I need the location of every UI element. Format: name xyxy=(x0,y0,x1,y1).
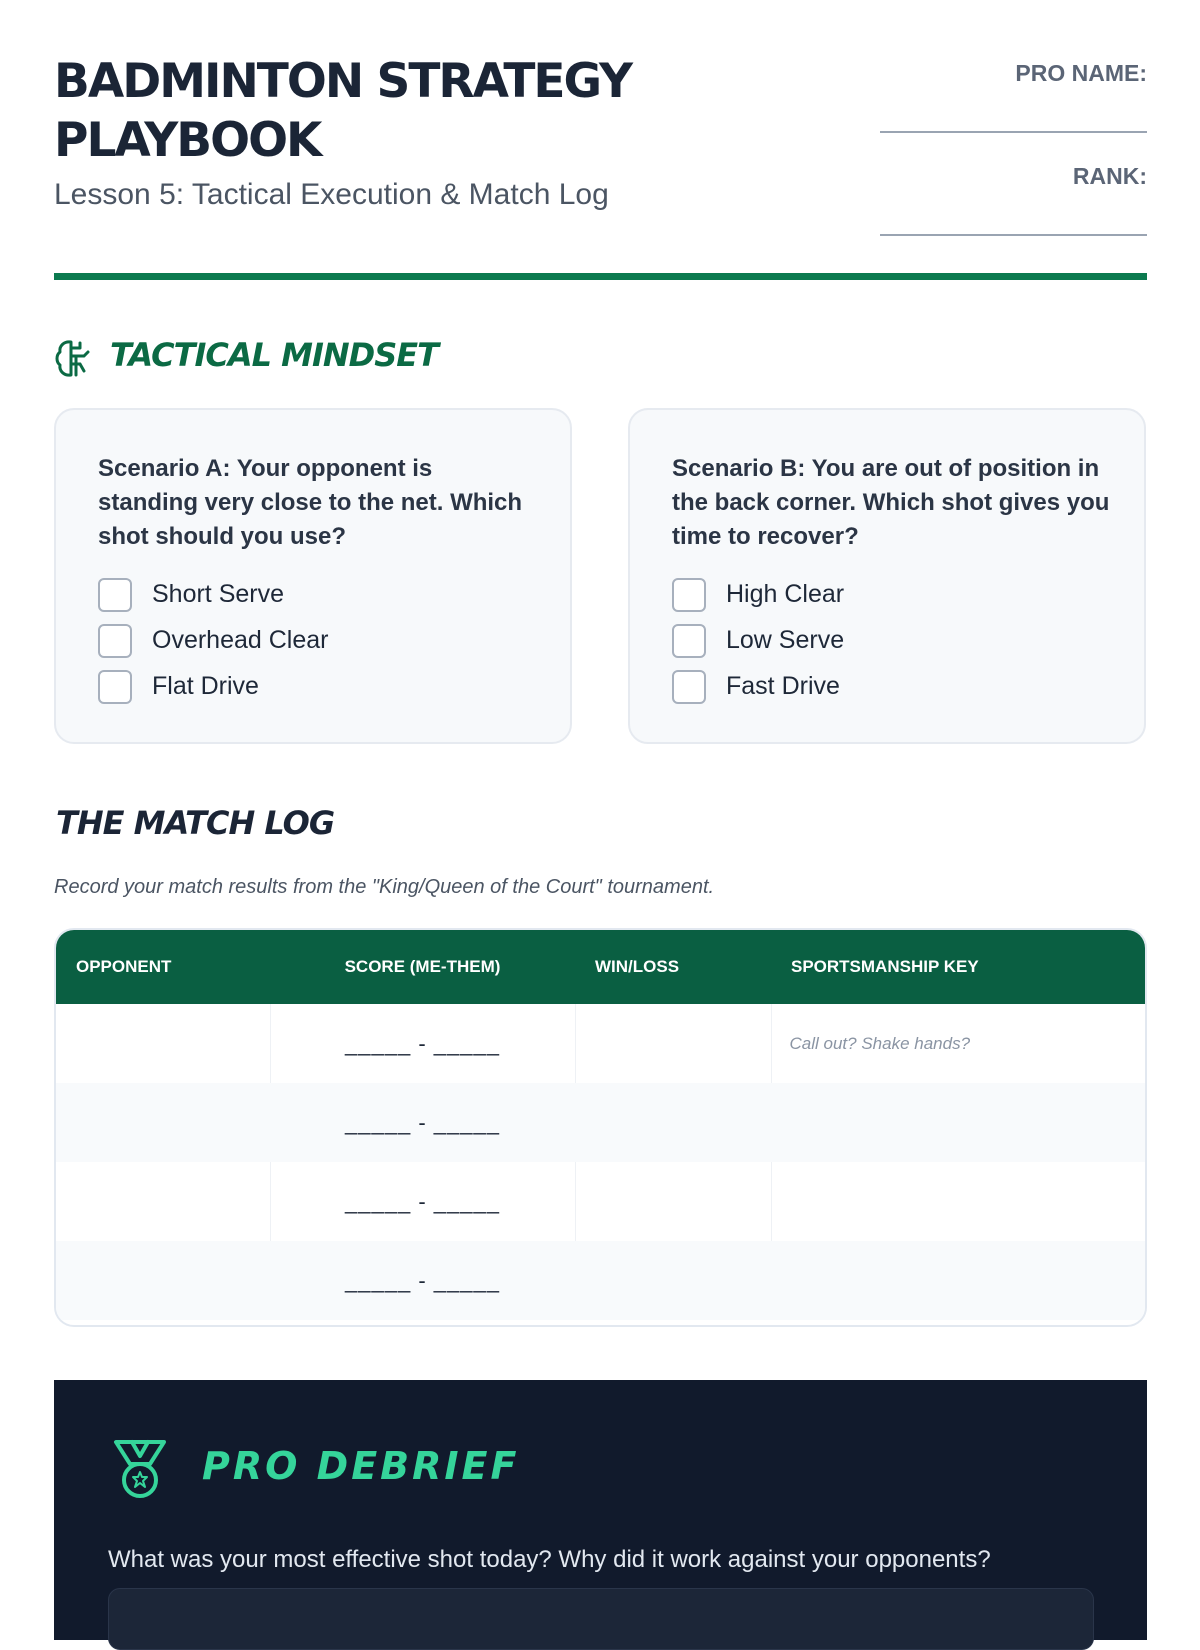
col-sportsmanship: SPORTSMANSHIP KEY xyxy=(791,957,979,976)
sportsmanship-cell[interactable]: Call out? Shake hands? xyxy=(789,1033,971,1053)
pro-name-label: PRO NAME: xyxy=(1015,60,1147,86)
option-label: Overhead Clear xyxy=(152,626,329,654)
checkbox[interactable] xyxy=(672,624,706,658)
page-subtitle: Lesson 5: Tactical Execution & Match Log xyxy=(54,178,609,211)
brain-icon xyxy=(54,338,92,378)
option-label: Fast Drive xyxy=(726,672,840,700)
scenario-card-b xyxy=(628,408,1146,744)
scenario-b-question: Scenario B: You are out of position in the back corner. Which shot gives you time to recover? xyxy=(672,455,1110,550)
win-loss-cell[interactable] xyxy=(575,1241,771,1320)
option-label: High Clear xyxy=(726,580,845,608)
debrief-prompt: What was your most effective shot today? Why did it work against your opponents? xyxy=(108,1546,991,1573)
header xyxy=(54,0,1147,280)
pro-name-line[interactable] xyxy=(880,131,1147,133)
table-row xyxy=(56,1004,1145,1083)
col-opponent: OPPONENT xyxy=(76,957,172,976)
match-log-table xyxy=(54,928,1147,1327)
scenario-cards xyxy=(54,408,1147,746)
scenario-a-question: Scenario A: Your opponent is standing very close to the net. Which shot should you use? xyxy=(98,455,523,550)
match-log-note: Record your match results from the "King/Queen of the Court" tournament. xyxy=(54,876,715,898)
pro-name-field[interactable] xyxy=(880,58,1147,161)
col-score: SCORE (ME-THEM) xyxy=(344,957,501,976)
opponent-cell[interactable] xyxy=(56,1083,270,1162)
option-label: Low Serve xyxy=(726,626,845,654)
win-loss-cell[interactable] xyxy=(575,1162,771,1241)
student-fields xyxy=(880,58,1147,264)
sportsmanship-cell[interactable] xyxy=(771,1241,1145,1320)
win-loss-cell[interactable] xyxy=(575,1004,771,1083)
checkbox[interactable] xyxy=(672,670,706,704)
title-line-1: BADMINTON STRATEGY xyxy=(54,54,632,109)
medal-icon xyxy=(110,1438,170,1500)
table-header-row xyxy=(56,930,1145,1004)
score-cell[interactable]: _____ - _____ xyxy=(270,1083,575,1162)
rank-field[interactable] xyxy=(880,161,1147,264)
checkbox[interactable] xyxy=(98,624,132,658)
scenario-card-a xyxy=(54,408,572,744)
match-log-title: THE MATCH LOG xyxy=(56,804,335,842)
worksheet-page xyxy=(54,0,1147,1573)
checkbox[interactable] xyxy=(98,578,132,612)
opponent-cell[interactable] xyxy=(56,1162,270,1241)
sportsmanship-cell[interactable] xyxy=(771,1083,1145,1162)
sportsmanship-cell[interactable] xyxy=(771,1162,1145,1241)
debrief-answer-box[interactable] xyxy=(108,1588,1094,1650)
table-row xyxy=(56,1241,1145,1320)
score-cell[interactable]: _____ - _____ xyxy=(270,1004,575,1083)
pro-debrief-panel xyxy=(54,1380,1147,1640)
rank-line[interactable] xyxy=(880,234,1147,236)
title-line-2: PLAYBOOK xyxy=(54,113,321,168)
debrief-title: PRO DEBRIEF xyxy=(202,1444,520,1488)
checkbox[interactable] xyxy=(672,578,706,612)
checkbox[interactable] xyxy=(98,670,132,704)
score-cell[interactable]: _____ - _____ xyxy=(270,1241,575,1320)
page-title xyxy=(54,52,754,170)
option-label: Short Serve xyxy=(152,580,285,608)
win-loss-cell[interactable] xyxy=(575,1083,771,1162)
rank-label: RANK: xyxy=(1072,163,1147,189)
header-divider xyxy=(54,273,1147,280)
table-row xyxy=(56,1083,1145,1162)
option-label: Flat Drive xyxy=(152,672,259,700)
score-cell[interactable]: _____ - _____ xyxy=(270,1162,575,1241)
table-row xyxy=(56,1162,1145,1241)
opponent-cell[interactable] xyxy=(56,1241,270,1320)
col-win-loss: WIN/LOSS xyxy=(595,957,680,976)
tactical-heading-text: TACTICAL MINDSET xyxy=(110,336,438,374)
opponent-cell[interactable] xyxy=(56,1004,270,1083)
